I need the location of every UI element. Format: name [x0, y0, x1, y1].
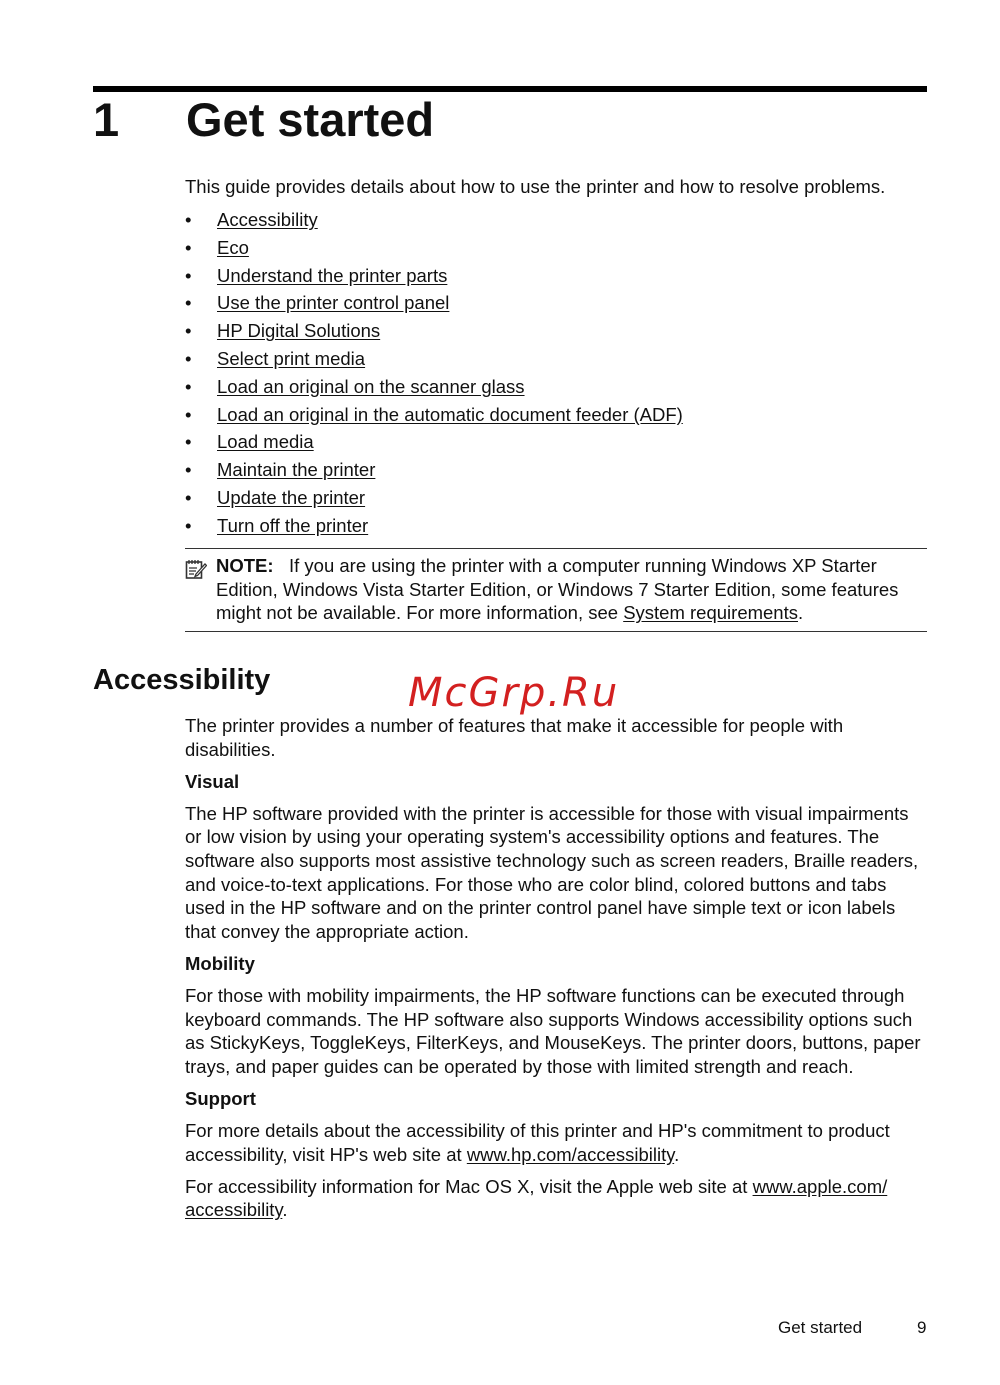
section-intro: The printer provides a number of features that make it accessible for people with disabilities.: [185, 715, 844, 760]
toc-item: [185, 234, 683, 262]
system-requirements-link[interactable]: System requirements: [623, 602, 798, 624]
bullet: •: [185, 486, 192, 508]
visual-heading: Visual: [185, 770, 240, 792]
note-label: NOTE:: [216, 555, 274, 576]
hp-accessibility-link[interactable]: www.hp.com/accessibility: [466, 1143, 675, 1165]
bullet: •: [185, 292, 192, 314]
mobility-text: For those with mobility impairments, the HP software functions can be executed through keyboard commands. The HP software also supports Windows accessibility options such as StickyKeys, ToggleKeys, FilterKeys, and MouseKeys. The printer doors, buttons, paper trays, and paper guides can be operated by those with limited strength and reach.: [185, 984, 921, 1077]
support-heading: Support: [185, 1087, 256, 1109]
toc-item: [185, 484, 683, 512]
bullet: •: [185, 514, 192, 536]
toc-item: [185, 512, 683, 540]
watermark: McGrp.Ru: [408, 670, 620, 716]
bullet: •: [185, 236, 192, 258]
period: .: [282, 1199, 288, 1221]
toc-item: [185, 401, 683, 429]
toc-link[interactable]: Eco: [217, 236, 249, 258]
note-icon: [185, 558, 207, 580]
period: .: [674, 1143, 680, 1165]
section-content: [185, 714, 930, 1230]
toc-link[interactable]: Select print media: [217, 347, 366, 369]
toc-item: [185, 262, 683, 290]
support-text-1: For more details about the accessibility of this printer and HP's commitment to product accessibility, visit HP's web site at: [185, 1119, 890, 1165]
toc-item: [185, 289, 683, 317]
note-text: If you are using the printer with a computer running Windows XP Starter Edition, Windows Vista Starter Edition, or Windows 7 Starter Edition, some features might not be available. For more information, see: [216, 555, 899, 624]
toc-link[interactable]: Accessibility: [217, 209, 318, 230]
support-text-2: For accessibility information for Mac OS X, visit the Apple web site at: [185, 1175, 748, 1197]
toc-link[interactable]: Update the printer: [217, 486, 366, 508]
bullet: •: [185, 459, 192, 481]
toc-item: [185, 317, 683, 345]
support-paragraph-2: [185, 1175, 930, 1222]
toc-item: [185, 345, 683, 373]
chapter-number: 1: [93, 93, 120, 146]
bullet: •: [185, 320, 192, 342]
section-title: Accessibility: [93, 664, 271, 696]
intro-text: This guide provides details about how to use the printer and how to resolve problems.: [185, 176, 886, 197]
bullet: •: [185, 209, 192, 230]
toc-list: [185, 206, 683, 540]
toc-item: [185, 206, 683, 234]
bullet: •: [185, 375, 192, 397]
mobility-heading: Mobility: [185, 952, 255, 974]
page-number: 9: [917, 1318, 927, 1337]
toc-link[interactable]: Load an original on the scanner glass: [217, 375, 525, 397]
footer-section: Get started: [778, 1318, 863, 1337]
note-period: .: [798, 602, 804, 624]
bullet: •: [185, 403, 192, 425]
toc-item: [185, 373, 683, 401]
toc-link[interactable]: HP Digital Solutions: [217, 320, 381, 342]
bullet: •: [185, 431, 192, 453]
toc-link[interactable]: Use the printer control panel: [217, 292, 450, 314]
support-paragraph-1: [185, 1119, 930, 1166]
toc-link[interactable]: Turn off the printer: [217, 514, 369, 536]
apple-accessibility-link[interactable]: www.apple.com/ accessibility: [185, 1175, 888, 1221]
toc-item: [185, 428, 683, 456]
note-box: [185, 548, 927, 632]
toc-link[interactable]: Understand the printer parts: [217, 264, 448, 286]
toc-link[interactable]: Load an original in the automatic document feeder (ADF): [217, 403, 683, 425]
bullet: •: [185, 347, 192, 369]
chapter-title: Get started: [186, 93, 435, 146]
visual-text: The HP software provided with the printer is accessible for those with visual impairments or low vision by using your operating system's accessibility options and features. The software also supports most assistive technology such as screen readers, Braille readers, and voice-to-text applications. For those who are color blind, colored buttons and tabs used in the HP software and on the printer control panel have simple text or icon labels that convey the appropriate action.: [185, 802, 919, 942]
toc-link[interactable]: Maintain the printer: [217, 459, 376, 481]
bullet: •: [185, 264, 192, 286]
toc-item: [185, 456, 683, 484]
toc-link[interactable]: Load media: [217, 431, 314, 453]
